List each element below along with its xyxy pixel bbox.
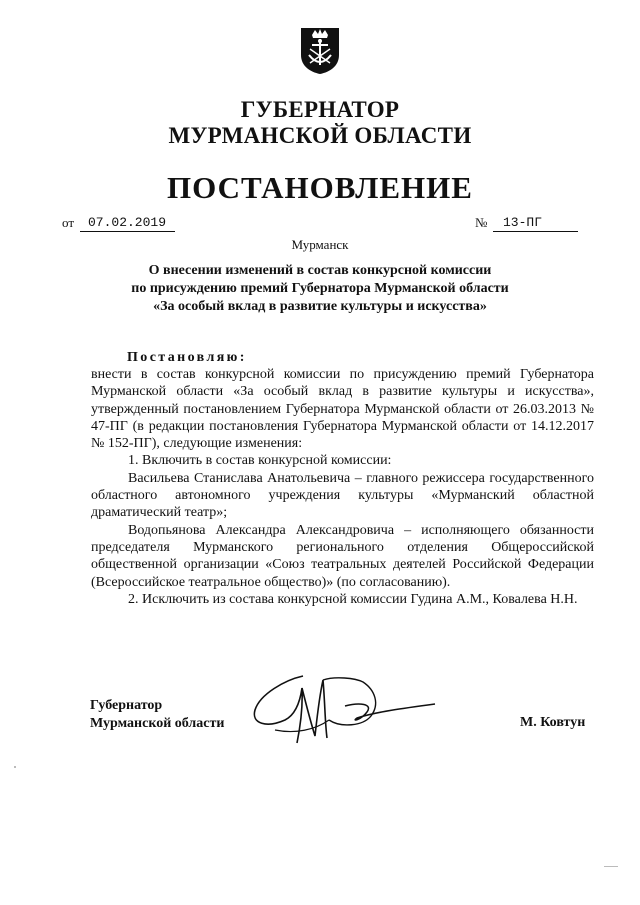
document-type: ПОСТАНОВЛЕНИЕ bbox=[167, 170, 473, 205]
body-person-1: Васильева Станислава Анатольевича – главного режиссера государственного областного автономного учреждения культуры «Мурманский областной драматический театр»; bbox=[91, 470, 594, 521]
body-intro: внести в состав конкурсной комиссии по присуждению премий Губернатора Мурманской области «За особый вклад в развитие культуры и искусства», утвержденный постановлением Губернатора Мурманской области от 26.03.2013 № 47-ПГ (в редакции постановления Губернатора Мурманской области от 14.12.2017 № 152-ПГ), следующие изменения: bbox=[91, 367, 594, 452]
org-title-line1: ГУБЕРНАТОР bbox=[240, 97, 400, 122]
org-title-line2: МУРМАНСКОЙ ОБЛАСТИ bbox=[168, 123, 472, 148]
number-prefix: № bbox=[475, 215, 488, 230]
body-item-2: 2. Исключить из состава конкурсной комиссии Гудина А.М., Ковалева Н.Н. bbox=[128, 591, 578, 607]
coat-of-arms-icon bbox=[297, 25, 343, 75]
subject-line: по присуждению премий Губернатора Мурманской области bbox=[131, 281, 509, 296]
signer-title-line1: Губернатор bbox=[90, 698, 163, 713]
document-number: 13-ПГ bbox=[493, 215, 578, 232]
signer-title-line2: Мурманской области bbox=[90, 716, 225, 731]
body-item-1: 1. Включить в состав конкурсной комиссии: bbox=[128, 453, 392, 469]
signer-name: М. Ковтун bbox=[520, 715, 586, 730]
body-person-2: Водопьянова Александра Александровича – исполняющего обязанности председателя Мурманского регионального отделения Общероссийской общественной организации «Союз театральных деятелей Российской Федерации (Всероссийское театральное общество)» (по согласованию). bbox=[91, 522, 594, 590]
document-subject bbox=[0, 262, 640, 316]
subject-line: «За особый вклад в развитие культуры и искусства» bbox=[153, 299, 487, 314]
signer-title bbox=[90, 697, 224, 733]
handwritten-signature-icon bbox=[245, 668, 475, 750]
subject-line: О внесении изменений в состав конкурсной комиссии bbox=[148, 263, 492, 278]
scan-speck bbox=[604, 866, 618, 867]
date-prefix: от bbox=[62, 215, 75, 230]
city: Мурманск bbox=[291, 237, 349, 252]
document-body bbox=[91, 366, 594, 608]
decree-word: Постановляю: bbox=[127, 350, 247, 365]
document-date: 07.02.2019 bbox=[80, 215, 175, 232]
scan-speck bbox=[14, 766, 16, 768]
